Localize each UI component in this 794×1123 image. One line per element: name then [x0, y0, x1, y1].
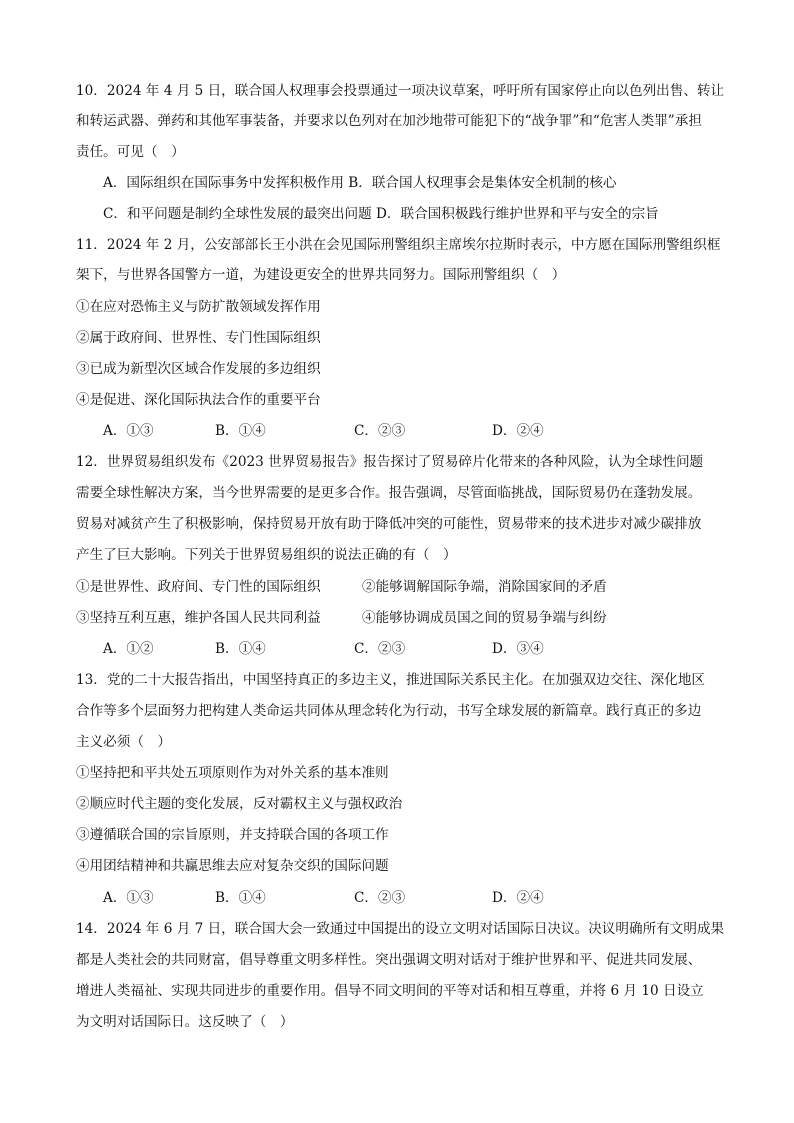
q14-stem-line-1: 14．2024 年 6 月 7 日，联合国大会一致通过中国提出的设立文明对话国际日决议。决议明确所有文明成果 — [76, 921, 725, 937]
q12-choice-c[interactable]: C．②③ — [354, 641, 406, 657]
q14-stem-line-4: 为文明对话国际日。这反映了（ ） — [76, 1014, 294, 1030]
q10-options-cd[interactable]: C．和平问题是制约全球性发展的最突出问题 D．联合国积极践行维护世界和平与安全的宗旨 — [103, 206, 659, 222]
q11-choice-a[interactable]: A．①③ — [103, 423, 154, 439]
q12-stem-line-2: 需要全球性解决方案，当今世界需要的是更多合作。报告强调，尽管面临挑战，国际贸易仍在蓬勃发展。 — [76, 485, 702, 501]
q13-choice-b[interactable]: B．①④ — [215, 890, 266, 906]
q13-statement-2: ②顺应时代主题的变化发展，反对霸权主义与强权政治 — [76, 796, 403, 812]
q13-statement-4: ④用团结精神和共赢思维去应对复杂交织的国际问题 — [76, 858, 389, 874]
q13-choice-d[interactable]: D．②④ — [492, 890, 544, 906]
q11-choice-d[interactable]: D．②④ — [492, 423, 544, 439]
q13-statement-1: ①坚持把和平共处五项原则作为对外关系的基本准则 — [76, 765, 389, 781]
q12-statement-2: ②能够调解国际争端，消除国家间的矛盾 — [362, 579, 607, 595]
q13-choice-a[interactable]: A．①③ — [103, 890, 154, 906]
q12-statement-1: ①是世界性、政府间、专门性的国际组织 — [76, 579, 321, 595]
q12-choice-a[interactable]: A．①② — [103, 641, 154, 657]
q13-statement-3: ③遵循联合国的宗旨原则，并支持联合国的各项工作 — [76, 827, 389, 843]
q13-choice-c[interactable]: C．②③ — [354, 890, 406, 906]
q12-stem-line-1: 12．世界贸易组织发布《2023 世界贸易报告》报告探讨了贸易碎片化带来的各种风险，认为全球性问题 — [76, 454, 704, 470]
q11-choices — [0, 421, 794, 441]
q13-choices — [0, 888, 794, 908]
q12-choice-b[interactable]: B．①④ — [215, 641, 266, 657]
q11-choice-c[interactable]: C．②③ — [354, 423, 406, 439]
q10-stem-line-3: 责任。可见（ ） — [76, 144, 185, 160]
q11-stem-line-2: 架下，与世界各国警方一道，为建设更安全的世界共同努力。国际刑警组织（ ） — [76, 267, 566, 283]
q10-stem-line-2: 和转运武器、弹药和其他军事装备，并要求以色列对在加沙地带可能犯下的“战争罪”和“危害人类罪”承担 — [76, 113, 702, 129]
q13-stem-line-2: 合作等多个层面努力把构建人类命运共同体从理念转化为行动，书写全球发展的新篇章。践行真正的多边 — [76, 703, 702, 719]
q14-stem-line-2: 都是人类社会的共同财富，倡导尊重文明多样性。突出强调文明对话对于维护世界和平、促进共同发展、 — [76, 952, 702, 968]
q11-statement-4: ④是促进、深化国际执法合作的重要平台 — [76, 392, 321, 408]
q14-stem-line-3: 增进人类福祉、实现共同进步的重要作用。倡导不同文明间的平等对话和相互尊重，并将 6 月 10 日设立 — [76, 983, 704, 999]
q11-choice-b[interactable]: B．①④ — [215, 423, 266, 439]
q10-stem-line-1: 10．2024 年 4 月 5 日，联合国人权理事会投票通过一项决议草案，呼吁所有国家停止向以色列出售、转让 — [76, 83, 725, 99]
q12-choice-d[interactable]: D．③④ — [492, 641, 544, 657]
q11-statement-3: ③已成为新型次区域合作发展的多边组织 — [76, 361, 321, 377]
q13-stem-line-3: 主义必须（ ） — [76, 734, 172, 750]
q12-choices — [0, 639, 794, 659]
q11-statement-2: ②属于政府间、世界性、专门性国际组织 — [76, 330, 321, 346]
q12-stem-line-3: 贸易对减贫产生了积极影响，保持贸易开放有助于降低冲突的可能性，贸易带来的技术进步对减少碳排放 — [76, 516, 702, 532]
q11-statement-1: ①在应对恐怖主义与防扩散领域发挥作用 — [76, 299, 321, 315]
q10-options-ab[interactable]: A．国际组织在国际事务中发挥积极作用 B．联合国人权理事会是集体安全机制的核心 — [103, 175, 617, 191]
q12-statement-3: ③坚持互利互惠，维护各国人民共同利益 — [76, 610, 321, 626]
q11-stem-line-1: 11．2024 年 2 月，公安部部长王小洪在会见国际刑警组织主席埃尔拉斯时表示，中方愿在国际刑警组织框 — [76, 237, 721, 253]
q12-stem-line-4: 产生了巨大影响。下列关于世界贸易组织的说法正确的有（ ） — [76, 547, 457, 563]
q12-statement-4: ④能够协调成员国之间的贸易争端与纠纷 — [362, 610, 607, 626]
q13-stem-line-1: 13．党的二十大报告指出，中国坚持真正的多边主义，推进国际关系民主化。在加强双边交往、深化地区 — [76, 672, 706, 688]
